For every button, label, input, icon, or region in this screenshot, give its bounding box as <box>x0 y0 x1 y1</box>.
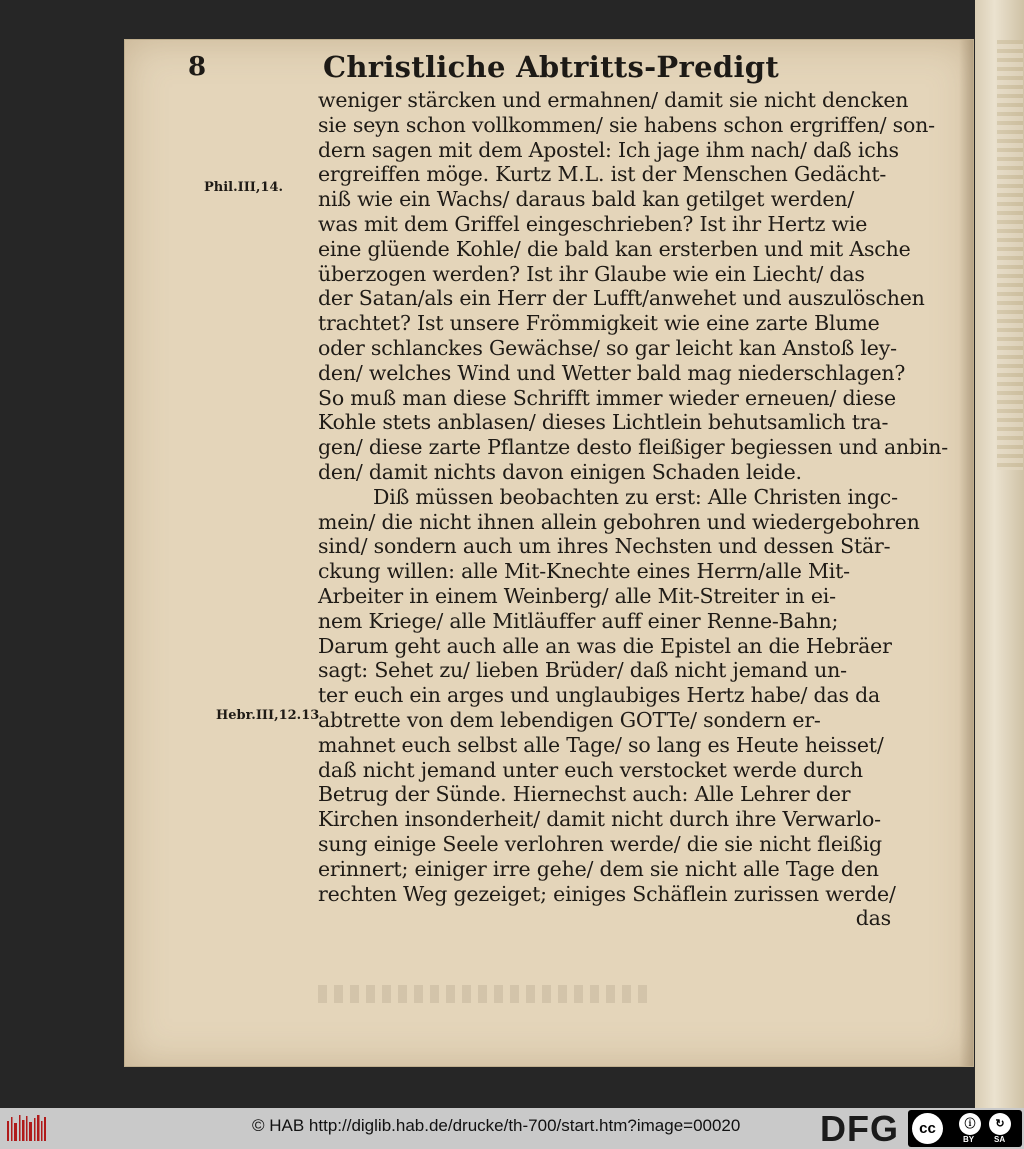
page-header <box>188 52 848 90</box>
text-line: sind/ sondern auch um ihres Nechsten und dessen Stär- <box>318 534 891 559</box>
show-through-text <box>318 985 648 1003</box>
text-line: erinnert; einiger irre gehe/ dem sie nicht alle Tage den <box>318 856 879 881</box>
text-line: Diß müssen beobachten zu erst: Alle Christen ingc- <box>373 484 898 509</box>
page-number: 8 <box>188 52 207 82</box>
adjacent-page-text-bleed <box>997 40 1023 470</box>
text-line: mahnet euch selbst alle Tage/ so lang es Heute heisset/ <box>318 732 884 757</box>
source-link[interactable]: © HAB http://diglib.hab.de/drucke/th-700/start.htm?image=00020 <box>252 1116 741 1135</box>
sa-icon: ↻ <box>989 1113 1011 1135</box>
text-line: So muß man diese Schrifft immer wieder erneuen/ diese <box>318 385 896 410</box>
text-line: sung einige Seele verlohren werde/ die sie nicht fleißig <box>318 831 882 856</box>
text-line: was mit dem Griffel eingeschrieben? Ist ihr Hertz wie <box>318 211 868 236</box>
text-line: eine glüende Kohle/ die bald kan ersterben und mit Asche <box>318 236 911 261</box>
text-line: Kohle stets anblasen/ dieses Lichtlein behutsamlich tra- <box>318 410 889 435</box>
sa-label: SA <box>994 1135 1006 1144</box>
cc-icon: cc <box>912 1113 943 1144</box>
text-line: ergreiffen möge. Kurtz M.L. ist der Menschen Gedächt- <box>318 162 887 187</box>
text-line: sie seyn schon vollkommen/ sie habens schon ergriffen/ son- <box>318 112 935 137</box>
barcode-icon <box>5 1113 47 1144</box>
text-line: dern sagen mit dem Apostel: Ich jage ihm nach/ daß ichs <box>318 137 899 162</box>
text-line: nem Kriege/ alle Mitläuffer auff einer Renne-Bahn; <box>318 608 839 633</box>
text-line: trachtet? Ist unsere Frömmigkeit wie eine zarte Blume <box>318 311 880 336</box>
adjacent-page-edge <box>975 0 1024 1108</box>
text-line: sagt: Sehet zu/ lieben Brüder/ daß nicht jemand un- <box>318 658 847 683</box>
text-line: niß wie ein Wachs/ daraus bald kan getilget werden/ <box>318 187 855 212</box>
text-line: mein/ die nicht ihnen allein gebohren und wiedergebohren <box>318 509 920 534</box>
text-line: ter euch ein arges und unglaubiges Hertz habe/ das da <box>318 683 881 708</box>
text-line: rechten Weg gezeiget; einiges Schäflein zurissen werde/ <box>318 881 896 906</box>
by-icon: ⓘ <box>959 1113 981 1135</box>
margin-note-hebr: Hebr.III,12.13 <box>216 708 320 723</box>
text-line: ckung willen: alle Mit-Knechte eines Herrn/alle Mit- <box>318 559 850 584</box>
text-line: Darum geht auch alle an was die Epistel an die Hebräer <box>318 633 892 658</box>
cc-license-badge[interactable] <box>908 1110 1022 1147</box>
text-line: abtrette von dem lebendigen GOTTe/ sondern er- <box>318 707 821 732</box>
text-line: gen/ diese zarte Pflantze desto fleißiger begiessen und anbin- <box>318 435 948 460</box>
text-line: den/ damit nichts davon einigen Schaden leide. <box>318 459 802 484</box>
text-line: oder schlanckes Gewächse/ so gar leicht kan Anstoß ley- <box>318 335 897 360</box>
dfg-logo: DFG <box>820 1108 899 1149</box>
text-line: den/ welches Wind und Wetter bald mag niederschlagen? <box>318 360 906 385</box>
by-label: BY <box>963 1135 975 1144</box>
text-line: Kirchen insonderheit/ damit nicht durch ihre Verwarlo- <box>318 807 881 832</box>
text-line: Betrug der Sünde. Hiernechst auch: Alle Lehrer der <box>318 782 851 807</box>
text-line: Arbeiter in einem Weinberg/ alle Mit-Streiter in ei- <box>318 583 836 608</box>
text-line: der Satan/als ein Herr der Lufft/anwehet und auszulöschen <box>318 286 925 311</box>
catchword: das <box>855 906 891 931</box>
text-line: weniger stärcken und ermahnen/ damit sie nicht dencken <box>318 88 909 112</box>
text-line: daß nicht jemand unter euch verstocket werde durch <box>318 757 863 782</box>
margin-note-phil: Phil.III,14. <box>204 180 284 195</box>
running-title: Christliche Abtritts-Predigt <box>323 50 780 84</box>
body-text <box>318 88 948 931</box>
text-line: überzogen werden? Ist ihr Glaube wie ein Liecht/ das <box>318 261 865 286</box>
